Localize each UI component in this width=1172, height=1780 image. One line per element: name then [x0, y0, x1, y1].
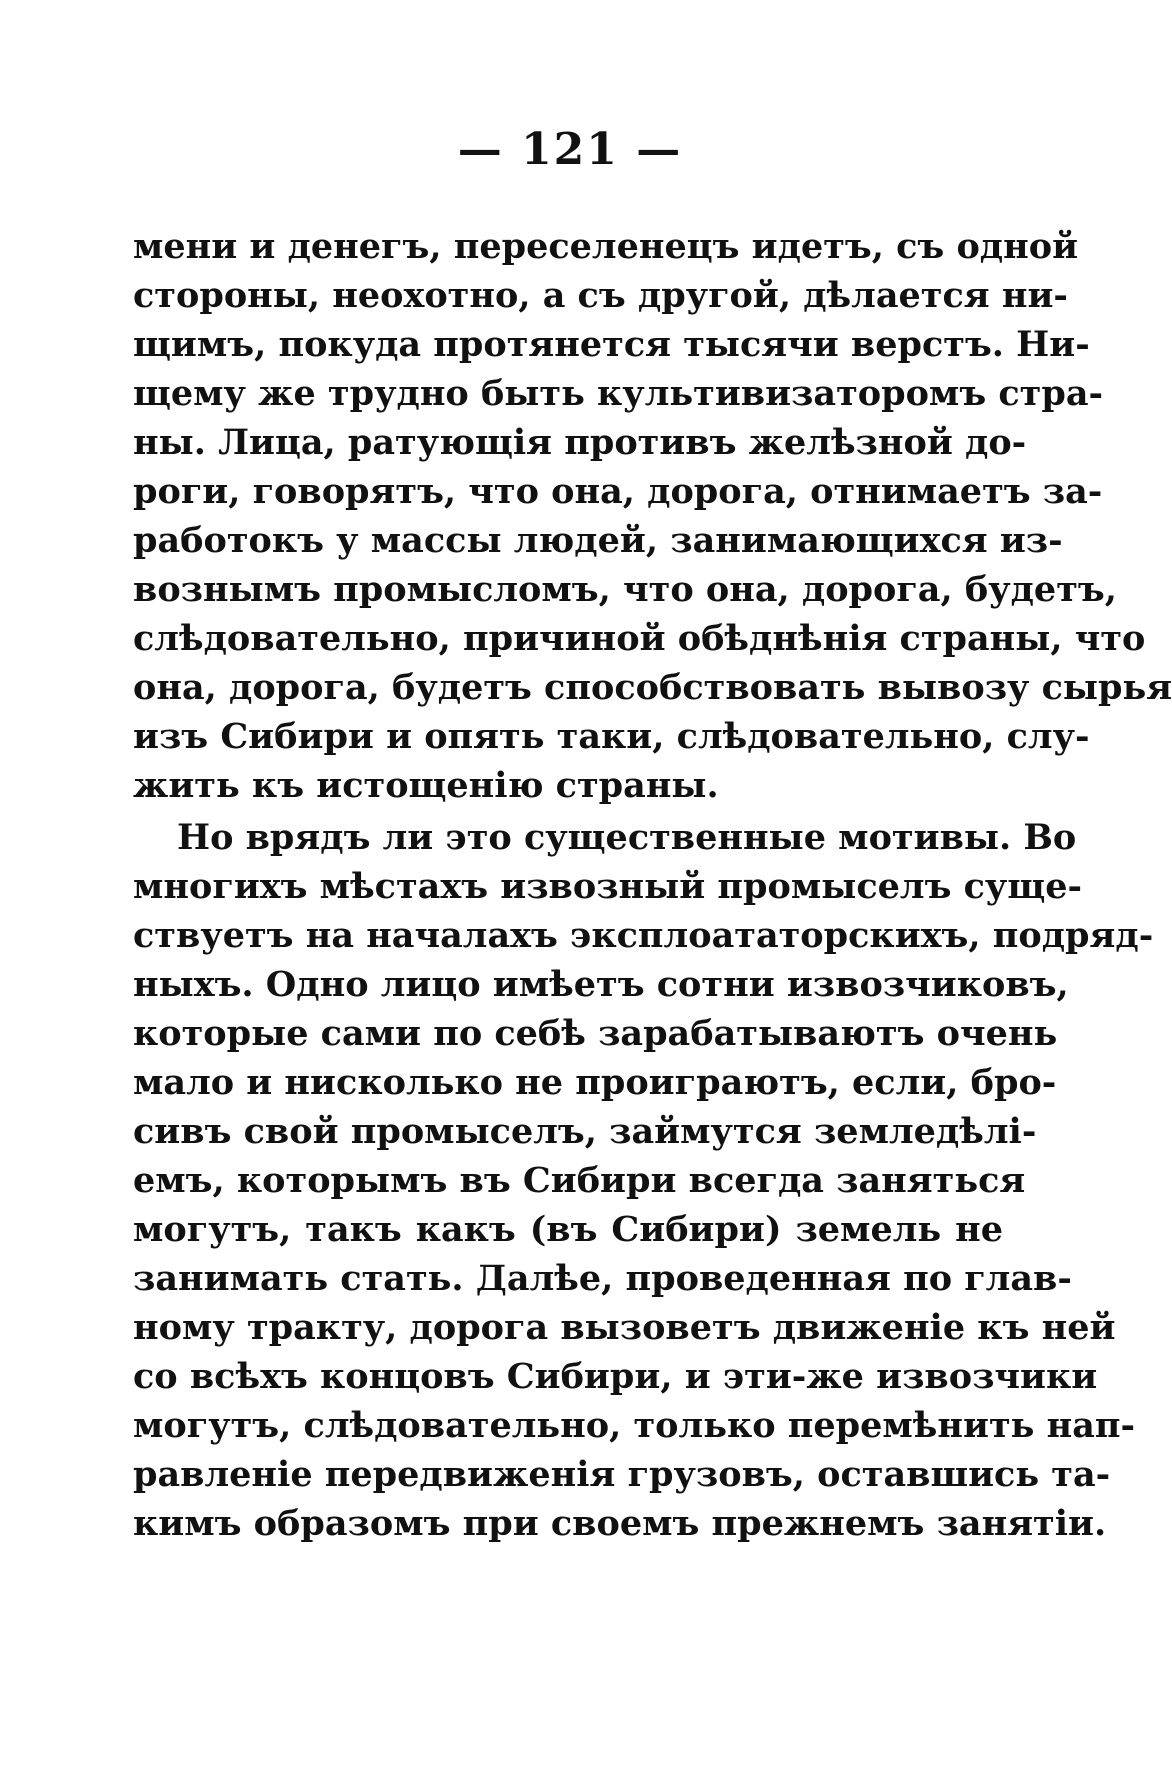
- text-line: щему же трудно быть культивизаторомъ стра-: [133, 373, 1104, 414]
- text-line: Но врядъ ли это существенные мотивы. Во: [177, 817, 1077, 858]
- text-line: мени и денегъ, переселенецъ идетъ, съ одной: [133, 226, 1079, 267]
- text-line: ному тракту, дорога вызоветъ движеніе къ ней: [133, 1307, 1116, 1348]
- text-line: ны. Лица, ратующія противъ желѣзной до-: [133, 422, 1027, 463]
- page-number: — 121 —: [457, 124, 683, 175]
- paragraph-2: [133, 813, 1154, 1548]
- text-line: слѣдовательно, причиной обѣднѣнія страны, что: [133, 618, 1146, 659]
- text-line: ствуетъ на началахъ эксплоататорскихъ, подряд-: [133, 915, 1154, 956]
- text-line: со всѣхъ концовъ Сибири, и эти-же извозчики: [133, 1356, 1098, 1397]
- body-text: [133, 222, 1172, 1548]
- text-line: многихъ мѣстахъ извозный промыселъ суще-: [133, 866, 1082, 907]
- text-line: занимать стать. Далѣе, проведенная по глав-: [133, 1258, 1072, 1299]
- text-line: она, дорога, будетъ способствовать вывозу сырья: [133, 667, 1172, 708]
- text-line: изъ Сибири и опять таки, слѣдовательно, слу-: [133, 716, 1090, 757]
- text-line: могутъ, слѣдовательно, только перемѣнить нап-: [133, 1405, 1136, 1446]
- text-line: щимъ, покуда протянется тысячи верстъ. Ни-: [133, 324, 1090, 365]
- text-line: емъ, которымъ въ Сибири всегда заняться: [133, 1160, 1026, 1201]
- text-line: кимъ образомъ при своемъ прежнемъ занятіи.: [133, 1503, 1107, 1544]
- text-line: вознымъ промысломъ, что она, дорога, будетъ,: [133, 569, 1117, 610]
- text-line: жить къ истощенію страны.: [133, 765, 719, 806]
- text-line: ныхъ. Одно лицо имѣетъ сотни извозчиковъ,: [133, 964, 1069, 1005]
- text-line: стороны, неохотно, а съ другой, дѣлается ни-: [133, 275, 1068, 316]
- text-line: роги, говорятъ, что она, дорога, отнимаетъ за-: [133, 471, 1103, 512]
- paragraph-1: [133, 222, 1172, 810]
- text-line: работокъ у массы людей, занимающихся из-: [133, 520, 1063, 561]
- text-line: мало и нисколько не проиграютъ, если, бро-: [133, 1062, 1057, 1103]
- text-line: которые сами по себѣ зарабатываютъ очень: [133, 1013, 1058, 1054]
- text-line: равленіе передвиженія грузовъ, оставшись та-: [133, 1454, 1111, 1495]
- text-line: могутъ, такъ какъ (въ Сибири) земель не: [133, 1209, 1003, 1250]
- text-line: сивъ свой промыселъ, займутся земледѣлі-: [133, 1111, 1037, 1152]
